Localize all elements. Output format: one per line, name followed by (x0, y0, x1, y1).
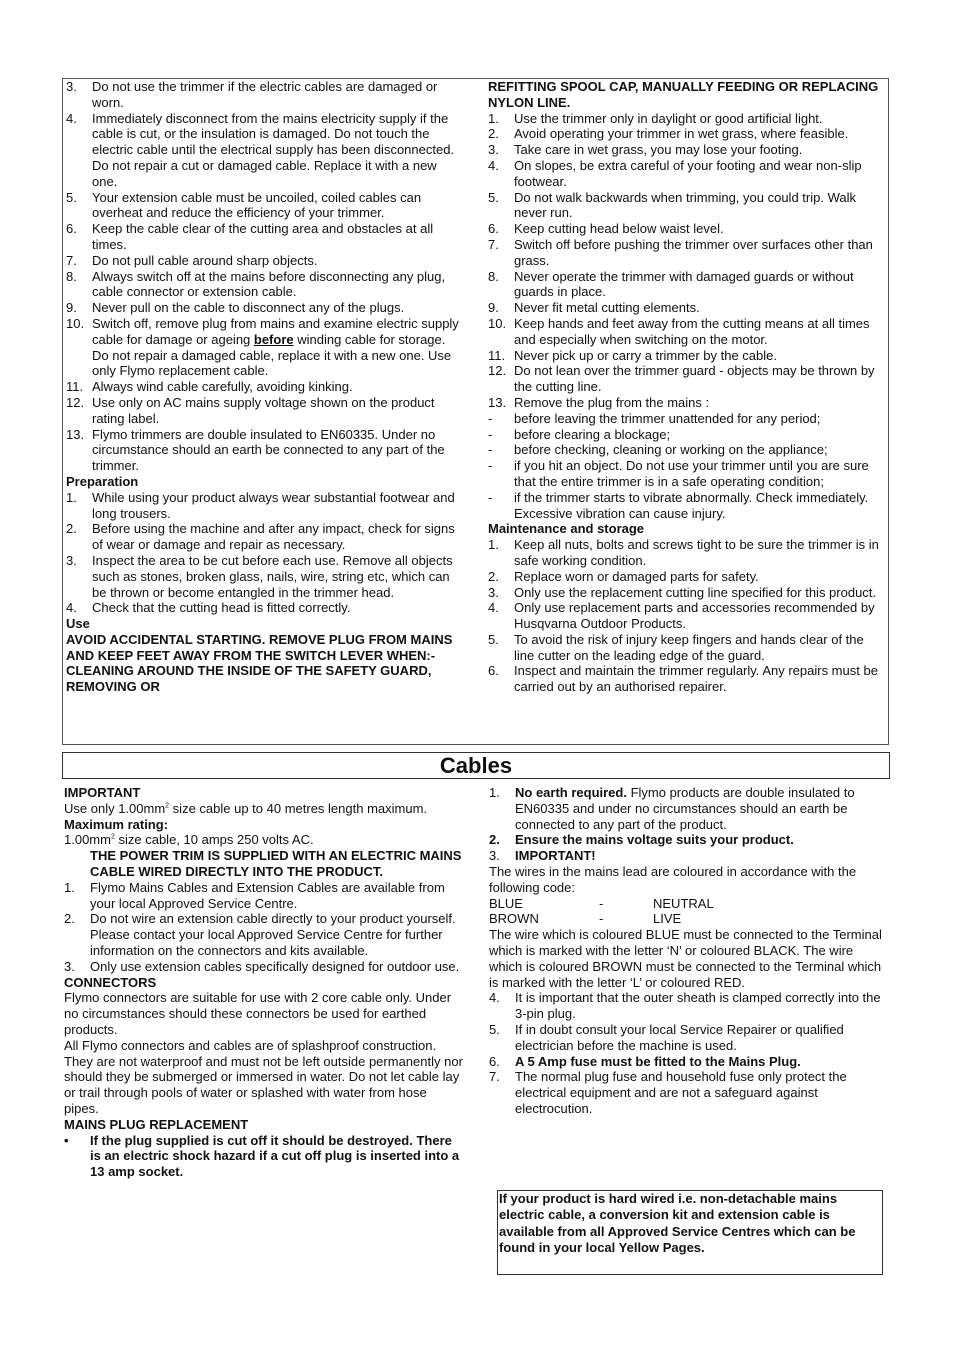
list-item (488, 221, 886, 237)
list-item (488, 111, 886, 127)
list-item (64, 880, 464, 912)
item-text: before checking, cleaning or working on the appliance; (514, 442, 828, 458)
item-text: The normal plug fuse and household fuse only protect the electrical equipment and are not a safeguard against electrocution. (515, 1069, 847, 1116)
important-heading: IMPORTANT (64, 785, 141, 800)
item-number: 4. (488, 600, 499, 616)
list-item (66, 490, 464, 522)
item-text: Replace worn or damaged parts for safety. (514, 568, 759, 584)
list-item (66, 395, 464, 427)
item-number: 5. (488, 189, 499, 205)
wire-role: NEUTRAL (653, 895, 714, 911)
item-number: 7. (488, 236, 499, 252)
list-item (66, 553, 464, 600)
item-text (515, 785, 888, 832)
list-item (488, 126, 886, 142)
plug-list (489, 990, 888, 1053)
item-text: Do not pull cable around sharp objects. (92, 252, 318, 268)
wire-row (489, 911, 888, 927)
list-item (488, 585, 886, 601)
list-item (488, 663, 886, 695)
item-text: Do not lean over the trimmer guard - objects may be thrown by the cutting line. (514, 363, 875, 395)
cables-list (64, 880, 464, 975)
item-number: 9. (66, 300, 77, 316)
item-text: Only use extension cables specifically designed for outdoor use. (90, 958, 460, 974)
cables-right-column (489, 785, 888, 1117)
item-number: 3. (488, 142, 499, 158)
list-item (66, 300, 464, 316)
item-text: Before using the machine and after any impact, check for signs of wear or damage and repair as necessary. (92, 521, 455, 553)
wire-row (489, 896, 888, 912)
list-item (488, 395, 886, 411)
item-text: Ensure the mains voltage suits your product. (515, 832, 794, 848)
item-text: Avoid operating your trimmer in wet grass, where feasible. (514, 126, 849, 142)
item-text: Keep all nuts, bolts and screws tight to be sure the trimmer is in safe working condition. (514, 537, 879, 568)
item-number: 3. (66, 552, 77, 568)
item-text: Only use the replacement cutting line specified for this product. (514, 584, 877, 600)
list-item (488, 490, 886, 522)
list-item-6 (489, 1054, 888, 1070)
max-sup: 2 (110, 834, 115, 842)
connectors-paragraph-1: Flymo connectors are suitable for use with 2 core cable only. Under no circumstances should these connectors be used for earthed products. (64, 990, 452, 1037)
important-post: size cable up to 40 metres length maximum. (169, 800, 428, 816)
item-number: 3. (66, 79, 77, 94)
item-text: Keep hands and feet away from the cutting means at all times and especially when switching on the motor. (514, 315, 870, 347)
max-post: size cable, 10 amps 250 volts AC. (114, 832, 314, 848)
list-item (488, 569, 886, 585)
important-sup: 2 (165, 802, 170, 810)
item-text: IMPORTANT! (515, 848, 596, 864)
preparation-list (66, 490, 464, 616)
list-item-7 (489, 1069, 888, 1116)
item-number: 3. (489, 848, 500, 864)
item-number: 12. (66, 394, 85, 410)
item-number: 11. (488, 347, 506, 363)
item-number: 6. (488, 221, 499, 237)
item-text: before leaving the trimmer unattended for any period; (514, 410, 821, 426)
item-text: Do not walk backwards when trimming, you could trip. Walk never run. (514, 189, 856, 221)
item-number: 8. (66, 268, 77, 284)
list-item-1 (489, 785, 888, 832)
item-text: if the trimmer starts to vibrate abnormally. Check immediately. Excessive vibration can cause injury. (514, 489, 869, 521)
list-item (488, 442, 886, 458)
item-text: If in doubt consult your local Service Repairer or qualified electrician before the machine is used. (515, 1021, 844, 1053)
list-item (489, 1022, 888, 1054)
item-number: 12. (488, 363, 507, 379)
item-text: Flymo Mains Cables and Extension Cables are available from your local Approved Service Centre. (90, 879, 445, 911)
list-item (488, 600, 886, 632)
item-number: - (488, 442, 493, 458)
item-number: 8. (488, 268, 499, 284)
use-list (488, 111, 886, 522)
plug-replacement-text: If the plug supplied is cut off it should be destroyed. There is an electric shock hazard if a cut off plug is inserted into a 13 amp socket. (90, 1132, 460, 1180)
list-item (66, 221, 464, 253)
item-number: 5. (489, 1021, 500, 1037)
item-number: 3. (64, 958, 75, 974)
wire-role: LIVE (653, 911, 682, 927)
important-pre: Use only 1.00mm (64, 800, 166, 816)
wires-intro: The wires in the mains lead are coloured in accordance with the following code: (489, 863, 857, 895)
item-number: 3. (488, 584, 499, 600)
item-text: Never fit metal cutting elements. (514, 300, 700, 316)
item-text: Your extension cable must be uncoiled, coiled cables can overheat and reduce the efficiency of your trimmer. (92, 189, 422, 221)
item-number: 6. (66, 221, 77, 237)
list-item-10 (66, 316, 464, 379)
refitting-warning-caps: REFITTING SPOOL CAP, MANUALLY FEEDING OR REPLACING NYLON LINE. (488, 79, 879, 110)
item-text: Never pick up or carry a trimmer by the cable. (514, 347, 777, 363)
item-number: 4. (66, 110, 77, 126)
safety-left-column (66, 79, 464, 695)
item-text: Inspect the area to be cut before each use. Remove all objects such as stones, broken glass, nails, wire, string etc, which can be thrown or become entangled in the trimmer head. (92, 552, 453, 600)
list-item (488, 348, 886, 364)
no-earth-bold: No earth required. (515, 785, 627, 800)
plug-replacement-heading: MAINS PLUG REPLACEMENT (64, 1116, 249, 1132)
wire-dash: - (599, 895, 604, 911)
item-number: 6. (489, 1053, 500, 1069)
connectors-paragraph-2: All Flymo connectors and cables are of splashproof construction. They are not waterproof and must not be left outside permanently nor should they be submerged or immersed in water. Do not let cable lay or trail through pools of water or splashed with water from hose pipes. (64, 1037, 463, 1116)
list-item (66, 111, 464, 190)
list-item (66, 253, 464, 269)
list-item (488, 411, 886, 427)
list-item (488, 458, 886, 490)
item-number: 7. (489, 1069, 500, 1085)
cables-section-title: Cables (62, 752, 890, 779)
item-text: Remove the plug from the mains : (514, 394, 710, 410)
max-pre: 1.00mm (64, 832, 111, 848)
connectors-heading: CONNECTORS (64, 974, 157, 990)
item-number: 11. (66, 379, 84, 395)
item-number: 6. (488, 663, 499, 679)
list-item (488, 300, 886, 316)
important-text (64, 801, 464, 817)
item-text: Inspect and maintain the trimmer regularly. Any repairs must be carried out by an authorised repairer. (514, 663, 878, 695)
item-text: Never operate the trimmer with damaged guards or without guards in place. (514, 268, 854, 300)
item-number: 2. (488, 126, 499, 142)
item10-underlined: before (253, 331, 294, 347)
item-number: 1. (488, 537, 499, 553)
maintenance-heading: Maintenance and storage (488, 521, 645, 537)
item-number: 10. (488, 315, 507, 331)
list-item (64, 959, 464, 975)
item-number: 1. (64, 879, 75, 895)
list-item (488, 427, 886, 443)
max-rating-text (64, 832, 464, 848)
item-text: if you hit an object. Do not use your trimmer until you are sure that the entire trimmer is in a safe operating condition; (514, 458, 869, 489)
item-number: 2. (488, 568, 499, 584)
item-number: 5. (66, 189, 77, 205)
item-number: 1. (66, 489, 77, 505)
item-number: 13. (488, 394, 507, 410)
item-number: 4. (489, 990, 500, 1006)
cable-safety-list-a (66, 79, 464, 316)
list-item (488, 237, 886, 269)
use-heading: Use (66, 616, 90, 632)
item-text: While using your product always wear substantial footwear and long trousers. (92, 489, 455, 521)
list-item (488, 190, 886, 222)
list-item (66, 379, 464, 395)
wire-code-table (489, 896, 888, 928)
item-text: before clearing a blockage; (514, 426, 671, 442)
item-number: 4. (488, 157, 499, 173)
item-text: Always wind cable carefully, avoiding kinking. (92, 379, 353, 395)
item-text: Do not use the trimmer if the electric cables are damaged or worn. (92, 79, 438, 110)
list-item (488, 316, 886, 348)
wires-paragraph: The wire which is coloured BLUE must be connected to the Terminal which is marked with the letter ‘N’ or coloured BLACK. The wire which is coloured BROWN must be connected to the Terminal which is marked with the letter ‘L’ or coloured RED. (489, 927, 882, 990)
item-text: Check that the cutting head is fitted correctly. (92, 600, 351, 616)
power-trim-notice: THE POWER TRIM IS SUPPLIED WITH AN ELECTRIC MAINS CABLE WIRED DIRECTLY INTO THE PRODUCT. (90, 848, 462, 879)
item-number: - (488, 458, 493, 474)
item-number: 2. (66, 521, 77, 537)
list-item (66, 427, 464, 474)
item-number: 9. (488, 300, 499, 316)
list-item (64, 911, 464, 958)
item-text: On slopes, be extra careful of your footing and wear non-slip footwear. (514, 157, 862, 189)
item-text (92, 316, 464, 379)
max-rating-heading: Maximum rating: (64, 816, 169, 832)
item-text: Switch off before pushing the trimmer over surfaces other than grass. (514, 236, 873, 268)
item-text: Keep cutting head below waist level. (514, 221, 724, 237)
wire-colour: BROWN (489, 911, 539, 927)
bullet-icon: • (64, 1132, 69, 1148)
maintenance-list (488, 537, 886, 695)
item-text: It is important that the outer sheath is clamped correctly into the 3-pin plug. (515, 990, 881, 1022)
list-item (488, 142, 886, 158)
plug-replacement-bullet (64, 1133, 464, 1180)
item-number: 2. (64, 911, 75, 927)
wire-dash: - (599, 911, 604, 927)
item-number: - (488, 410, 493, 426)
item-number: 1. (488, 110, 499, 126)
list-item (488, 537, 886, 569)
item-number: - (488, 426, 493, 442)
cable-safety-list-b (66, 379, 464, 474)
list-item (66, 190, 464, 222)
item-number: 2. (489, 832, 500, 848)
item-number: 4. (66, 600, 77, 616)
item-text: To avoid the risk of injury keep fingers and hands clear of the line cutter on the leading edge of the guard. (514, 631, 864, 663)
use-warning-caps: AVOID ACCIDENTAL STARTING. REMOVE PLUG FROM MAINS AND KEEP FEET AWAY FROM THE SWITCH LEVER WHEN:- CLEANING AROUND THE INSIDE OF THE SAFETY GUARD, REMOVING OR (66, 631, 453, 695)
cables-left-column (64, 785, 464, 1180)
list-item-2 (489, 832, 888, 848)
hard-wired-note-box: If your product is hard wired i.e. non-detachable mains electric cable, a conversion kit and extension cable is available from all Approved Service Centres which can be found in your local Yellow Pages. (497, 1190, 883, 1275)
list-item (66, 600, 464, 616)
safety-right-column (488, 79, 886, 695)
item10-text-pre: Switch off, remove plug from mains and examine electric supply cable for damage or ageing (92, 315, 459, 347)
item-text: Never pull on the cable to disconnect any of the plugs. (92, 300, 405, 316)
item10-text-post: winding cable for storage. Do not repair a damaged cable, replace it with a new one. Use only Flymo replacement cable. (92, 331, 452, 379)
item-text: Keep the cable clear of the cutting area and obstacles at all times. (92, 221, 434, 252)
list-item (488, 269, 886, 301)
item-text: Do not wire an extension cable directly to your product yourself. Please contact your local Approved Service Centre for further information on the connectors and kits available. (90, 911, 456, 958)
list-item (66, 79, 464, 111)
item-number: 1. (489, 785, 500, 800)
item-number: - (488, 489, 493, 505)
item-text: Always switch off at the mains before disconnecting any plug, cable connector or extension cable. (92, 268, 446, 300)
item-text: Take care in wet grass, you may lose your footing. (514, 142, 803, 158)
item-text: Use the trimmer only in daylight or good artificial light. (514, 110, 823, 126)
no-earth-text: Flymo products are double insulated to EN60335 and under no circumstances should an earth be connected to any part of the product. (515, 785, 855, 832)
wire-colour: BLUE (489, 895, 523, 911)
list-item (66, 269, 464, 301)
item-text: Flymo trimmers are double insulated to EN60335. Under no circumstance should an earth be connected to any part of the trimmer. (92, 426, 445, 474)
list-item (489, 990, 888, 1022)
item-number: 5. (488, 631, 499, 647)
list-item-3 (489, 848, 888, 864)
list-item (66, 521, 464, 553)
item-number: 10. (66, 315, 85, 331)
item-text: Use only on AC mains supply voltage shown on the product rating label. (92, 394, 435, 426)
item-text: Only use replacement parts and accessories recommended by Husqvarna Outdoor Products. (514, 600, 875, 632)
preparation-heading: Preparation (66, 473, 139, 489)
item-number: 13. (66, 426, 85, 442)
item-text: Immediately disconnect from the mains electricity supply if the cable is cut, or the insulation is damaged. Do not touch the electric cable until the electrical supply has been disconnected. Do not repair a cut or damaged cable. Replace it with a new one. (92, 110, 455, 189)
list-item (488, 632, 886, 664)
list-item (488, 158, 886, 190)
item-text: A 5 Amp fuse must be fitted to the Mains Plug. (515, 1053, 801, 1069)
item-number: 7. (66, 252, 77, 268)
list-item (488, 363, 886, 395)
